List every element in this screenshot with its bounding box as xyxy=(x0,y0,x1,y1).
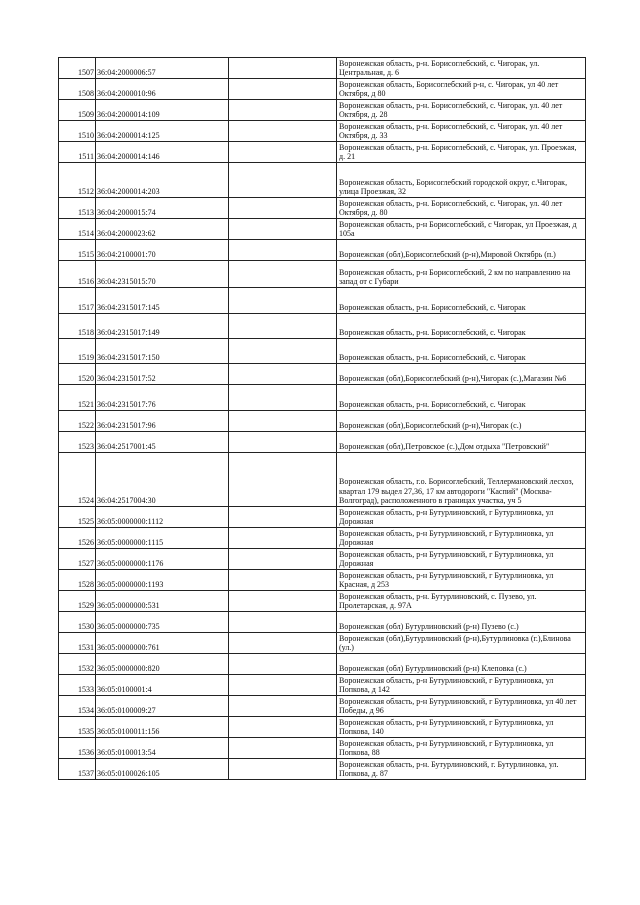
row-number: 1507 xyxy=(59,58,96,79)
empty-cell xyxy=(229,385,337,411)
row-number: 1514 xyxy=(59,219,96,240)
cadastral-number: 36:04:2000014:146 xyxy=(96,142,229,163)
address-cell: Воронежская область, р-н. Борисоглебский, с. Чигорак xyxy=(337,339,586,364)
table-row xyxy=(59,411,586,432)
row-number: 1517 xyxy=(59,288,96,314)
table-row xyxy=(59,717,586,738)
row-number: 1537 xyxy=(59,759,96,780)
cadastral-number: 36:04:2000023:62 xyxy=(96,219,229,240)
cadastral-number: 36:05:0000000:1176 xyxy=(96,549,229,570)
row-number: 1534 xyxy=(59,696,96,717)
empty-cell xyxy=(229,738,337,759)
cadastral-number: 36:05:0000000:735 xyxy=(96,612,229,633)
address-cell: Воронежская область, Борисоглебский городской округ, с.Чигорак, улица Проезжая, 32 xyxy=(337,163,586,198)
empty-cell xyxy=(229,528,337,549)
address-cell: Воронежская область, р-н. Борисоглебский, с. Чигорак xyxy=(337,385,586,411)
row-number: 1515 xyxy=(59,240,96,261)
address-cell: Воронежская (обл),Бутурлиновский (р-н),Бутурлиновка (г.),Блинова (ул.) xyxy=(337,633,586,654)
cadastral-number: 36:05:0000000:531 xyxy=(96,591,229,612)
row-number: 1512 xyxy=(59,163,96,198)
row-number: 1524 xyxy=(59,453,96,507)
table-row xyxy=(59,314,586,339)
row-number: 1530 xyxy=(59,612,96,633)
empty-cell xyxy=(229,453,337,507)
empty-cell xyxy=(229,364,337,385)
cadastral-number: 36:04:2315017:150 xyxy=(96,339,229,364)
property-table xyxy=(58,57,586,780)
address-cell: Воронежская область, р-н Бутурлиновский, г Бутурлиновка, ул Красная, д 253 xyxy=(337,570,586,591)
empty-cell xyxy=(229,198,337,219)
address-cell: Воронежская область, р-н. Бутурлиновский, с. Пузево, ул. Пролетарская, д. 97А xyxy=(337,591,586,612)
table-row xyxy=(59,654,586,675)
row-number: 1516 xyxy=(59,261,96,288)
row-number: 1511 xyxy=(59,142,96,163)
table-row xyxy=(59,759,586,780)
table-body xyxy=(59,58,586,780)
cadastral-number: 36:05:0100001:4 xyxy=(96,675,229,696)
address-cell: Воронежская (обл),Борисоглебский (р-н),Мировой Октябрь (п.) xyxy=(337,240,586,261)
address-cell: Воронежская область, р-н Бутурлиновский, г Бутурлиновка, ул Попкова, 88 xyxy=(337,738,586,759)
table-row xyxy=(59,633,586,654)
table-row xyxy=(59,163,586,198)
empty-cell xyxy=(229,261,337,288)
cadastral-number: 36:04:2100001:70 xyxy=(96,240,229,261)
cadastral-number: 36:05:0000000:1115 xyxy=(96,528,229,549)
address-cell: Воронежская область, р-н. Борисоглебский, с. Чигорак xyxy=(337,288,586,314)
row-number: 1526 xyxy=(59,528,96,549)
table-row xyxy=(59,219,586,240)
empty-cell xyxy=(229,507,337,528)
empty-cell xyxy=(229,549,337,570)
cadastral-number: 36:04:2315017:76 xyxy=(96,385,229,411)
cadastral-number: 36:04:2517001:45 xyxy=(96,432,229,453)
cadastral-number: 36:04:2000015:74 xyxy=(96,198,229,219)
cadastral-number: 36:04:2517004:30 xyxy=(96,453,229,507)
row-number: 1523 xyxy=(59,432,96,453)
table-row xyxy=(59,549,586,570)
empty-cell xyxy=(229,411,337,432)
address-cell: Воронежская область, р-н Бутурлиновский, г Бутурлиновка, ул Попкова, 140 xyxy=(337,717,586,738)
row-number: 1518 xyxy=(59,314,96,339)
empty-cell xyxy=(229,759,337,780)
cadastral-number: 36:05:0000000:820 xyxy=(96,654,229,675)
cadastral-number: 36:04:2000014:109 xyxy=(96,100,229,121)
row-number: 1508 xyxy=(59,79,96,100)
document-page xyxy=(58,57,585,780)
table-row xyxy=(59,198,586,219)
row-number: 1528 xyxy=(59,570,96,591)
row-number: 1510 xyxy=(59,121,96,142)
empty-cell xyxy=(229,633,337,654)
address-cell: Воронежская область, р-н Бутурлиновский, г Бутурлиновка, ул Попкова, д 142 xyxy=(337,675,586,696)
cadastral-number: 36:04:2000006:57 xyxy=(96,58,229,79)
empty-cell xyxy=(229,432,337,453)
table-row xyxy=(59,453,586,507)
empty-cell xyxy=(229,570,337,591)
row-number: 1527 xyxy=(59,549,96,570)
row-number: 1520 xyxy=(59,364,96,385)
empty-cell xyxy=(229,240,337,261)
table-row xyxy=(59,507,586,528)
row-number: 1529 xyxy=(59,591,96,612)
cadastral-number: 36:05:0100026:105 xyxy=(96,759,229,780)
address-cell: Воронежская область, р-н Борисоглебский, 2 км по направлению на запад от с Губари xyxy=(337,261,586,288)
table-row xyxy=(59,385,586,411)
cadastral-number: 36:04:2315015:70 xyxy=(96,261,229,288)
empty-cell xyxy=(229,163,337,198)
cadastral-number: 36:04:2315017:145 xyxy=(96,288,229,314)
row-number: 1522 xyxy=(59,411,96,432)
empty-cell xyxy=(229,79,337,100)
row-number: 1531 xyxy=(59,633,96,654)
address-cell: Воронежская (обл) Бутурлиновский (р-н) Клеповка (с.) xyxy=(337,654,586,675)
empty-cell xyxy=(229,339,337,364)
cadastral-number: 36:04:2315017:52 xyxy=(96,364,229,385)
table-row xyxy=(59,675,586,696)
empty-cell xyxy=(229,654,337,675)
row-number: 1509 xyxy=(59,100,96,121)
empty-cell xyxy=(229,219,337,240)
cadastral-number: 36:04:2000010:96 xyxy=(96,79,229,100)
cadastral-number: 36:04:2315017:149 xyxy=(96,314,229,339)
cadastral-number: 36:05:0000000:1193 xyxy=(96,570,229,591)
address-cell: Воронежская область, р-н. Борисоглебский, с. Чигорак, ул. 40 лет Октября, д. 28 xyxy=(337,100,586,121)
address-cell: Воронежская область, р-н Бутурлиновский, г Бутурлиновка, ул 40 лет Победы, д 96 xyxy=(337,696,586,717)
table-row xyxy=(59,121,586,142)
cadastral-number: 36:04:2315017:96 xyxy=(96,411,229,432)
address-cell: Воронежская область, р-н. Борисоглебский, с. Чигорак, ул. Проезжая, д. 21 xyxy=(337,142,586,163)
table-row xyxy=(59,79,586,100)
table-row xyxy=(59,100,586,121)
address-cell: Воронежская область, р-н Бутурлиновский, г Бутурлиновка, ул Дорожная xyxy=(337,549,586,570)
table-row xyxy=(59,261,586,288)
address-cell: Воронежская область, р-н Борисоглебский, с Чигорак, ул Проезжая, д 105а xyxy=(337,219,586,240)
empty-cell xyxy=(229,142,337,163)
address-cell: Воронежская область, р-н. Борисоглебский, с. Чигорак, ул. Центральная, д. 6 xyxy=(337,58,586,79)
table-row xyxy=(59,612,586,633)
address-cell: Воронежская область, р-н. Бутурлиновский, г. Бутурлиновка, ул. Попкова, д. 87 xyxy=(337,759,586,780)
table-row xyxy=(59,738,586,759)
address-cell: Воронежская область, р-н. Борисоглебский, с. Чигорак, ул. 40 лет Октября, д. 80 xyxy=(337,198,586,219)
table-row xyxy=(59,696,586,717)
cadastral-number: 36:04:2000014:203 xyxy=(96,163,229,198)
empty-cell xyxy=(229,675,337,696)
table-row xyxy=(59,432,586,453)
row-number: 1513 xyxy=(59,198,96,219)
row-number: 1519 xyxy=(59,339,96,364)
table-row xyxy=(59,570,586,591)
table-row xyxy=(59,288,586,314)
cadastral-number: 36:05:0100013:54 xyxy=(96,738,229,759)
address-cell: Воронежская область, р-н Бутурлиновский, г Бутурлиновка, ул Дорожная xyxy=(337,507,586,528)
address-cell: Воронежская (обл),Петровское (с.),Дом отдыха "Петровский" xyxy=(337,432,586,453)
row-number: 1525 xyxy=(59,507,96,528)
empty-cell xyxy=(229,100,337,121)
empty-cell xyxy=(229,314,337,339)
row-number: 1535 xyxy=(59,717,96,738)
table-row xyxy=(59,142,586,163)
empty-cell xyxy=(229,288,337,314)
row-number: 1521 xyxy=(59,385,96,411)
address-cell: Воронежская (обл),Борисоглебский (р-н),Чигорак (с.) xyxy=(337,411,586,432)
cadastral-number: 36:05:0100011:156 xyxy=(96,717,229,738)
table-row xyxy=(59,339,586,364)
address-cell: Воронежская область, г.о. Борисоглебский, Теллермановский лесхоз, квартал 179 выдел 27,36, 17 км автодороги "Каспий" (Москва-Волгоград), расположенного в границах участка, уч 5 xyxy=(337,453,586,507)
row-number: 1532 xyxy=(59,654,96,675)
address-cell: Воронежская (обл),Борисоглебский (р-н),Чигорак (с.),Магазин №6 xyxy=(337,364,586,385)
cadastral-number: 36:05:0000000:1112 xyxy=(96,507,229,528)
address-cell: Воронежская область, р-н. Борисоглебский, с. Чигорак, ул. 40 лет Октября, д. 33 xyxy=(337,121,586,142)
address-cell: Воронежская область, Борисоглебский р-н, с. Чигорак, ул 40 лет Октября, д 80 xyxy=(337,79,586,100)
empty-cell xyxy=(229,121,337,142)
empty-cell xyxy=(229,591,337,612)
table-row xyxy=(59,240,586,261)
table-row xyxy=(59,58,586,79)
table-row xyxy=(59,591,586,612)
cadastral-number: 36:05:0100009:27 xyxy=(96,696,229,717)
empty-cell xyxy=(229,696,337,717)
cadastral-number: 36:04:2000014:125 xyxy=(96,121,229,142)
table-row xyxy=(59,364,586,385)
empty-cell xyxy=(229,58,337,79)
table-row xyxy=(59,528,586,549)
empty-cell xyxy=(229,717,337,738)
address-cell: Воронежская область, р-н Бутурлиновский, г Бутурлиновка, ул Дорожная xyxy=(337,528,586,549)
empty-cell xyxy=(229,612,337,633)
cadastral-number: 36:05:0000000:761 xyxy=(96,633,229,654)
address-cell: Воронежская область, р-н. Борисоглебский, с. Чигорак xyxy=(337,314,586,339)
row-number: 1536 xyxy=(59,738,96,759)
row-number: 1533 xyxy=(59,675,96,696)
address-cell: Воронежская (обл) Бутурлиновский (р-н) Пузево (с.) xyxy=(337,612,586,633)
